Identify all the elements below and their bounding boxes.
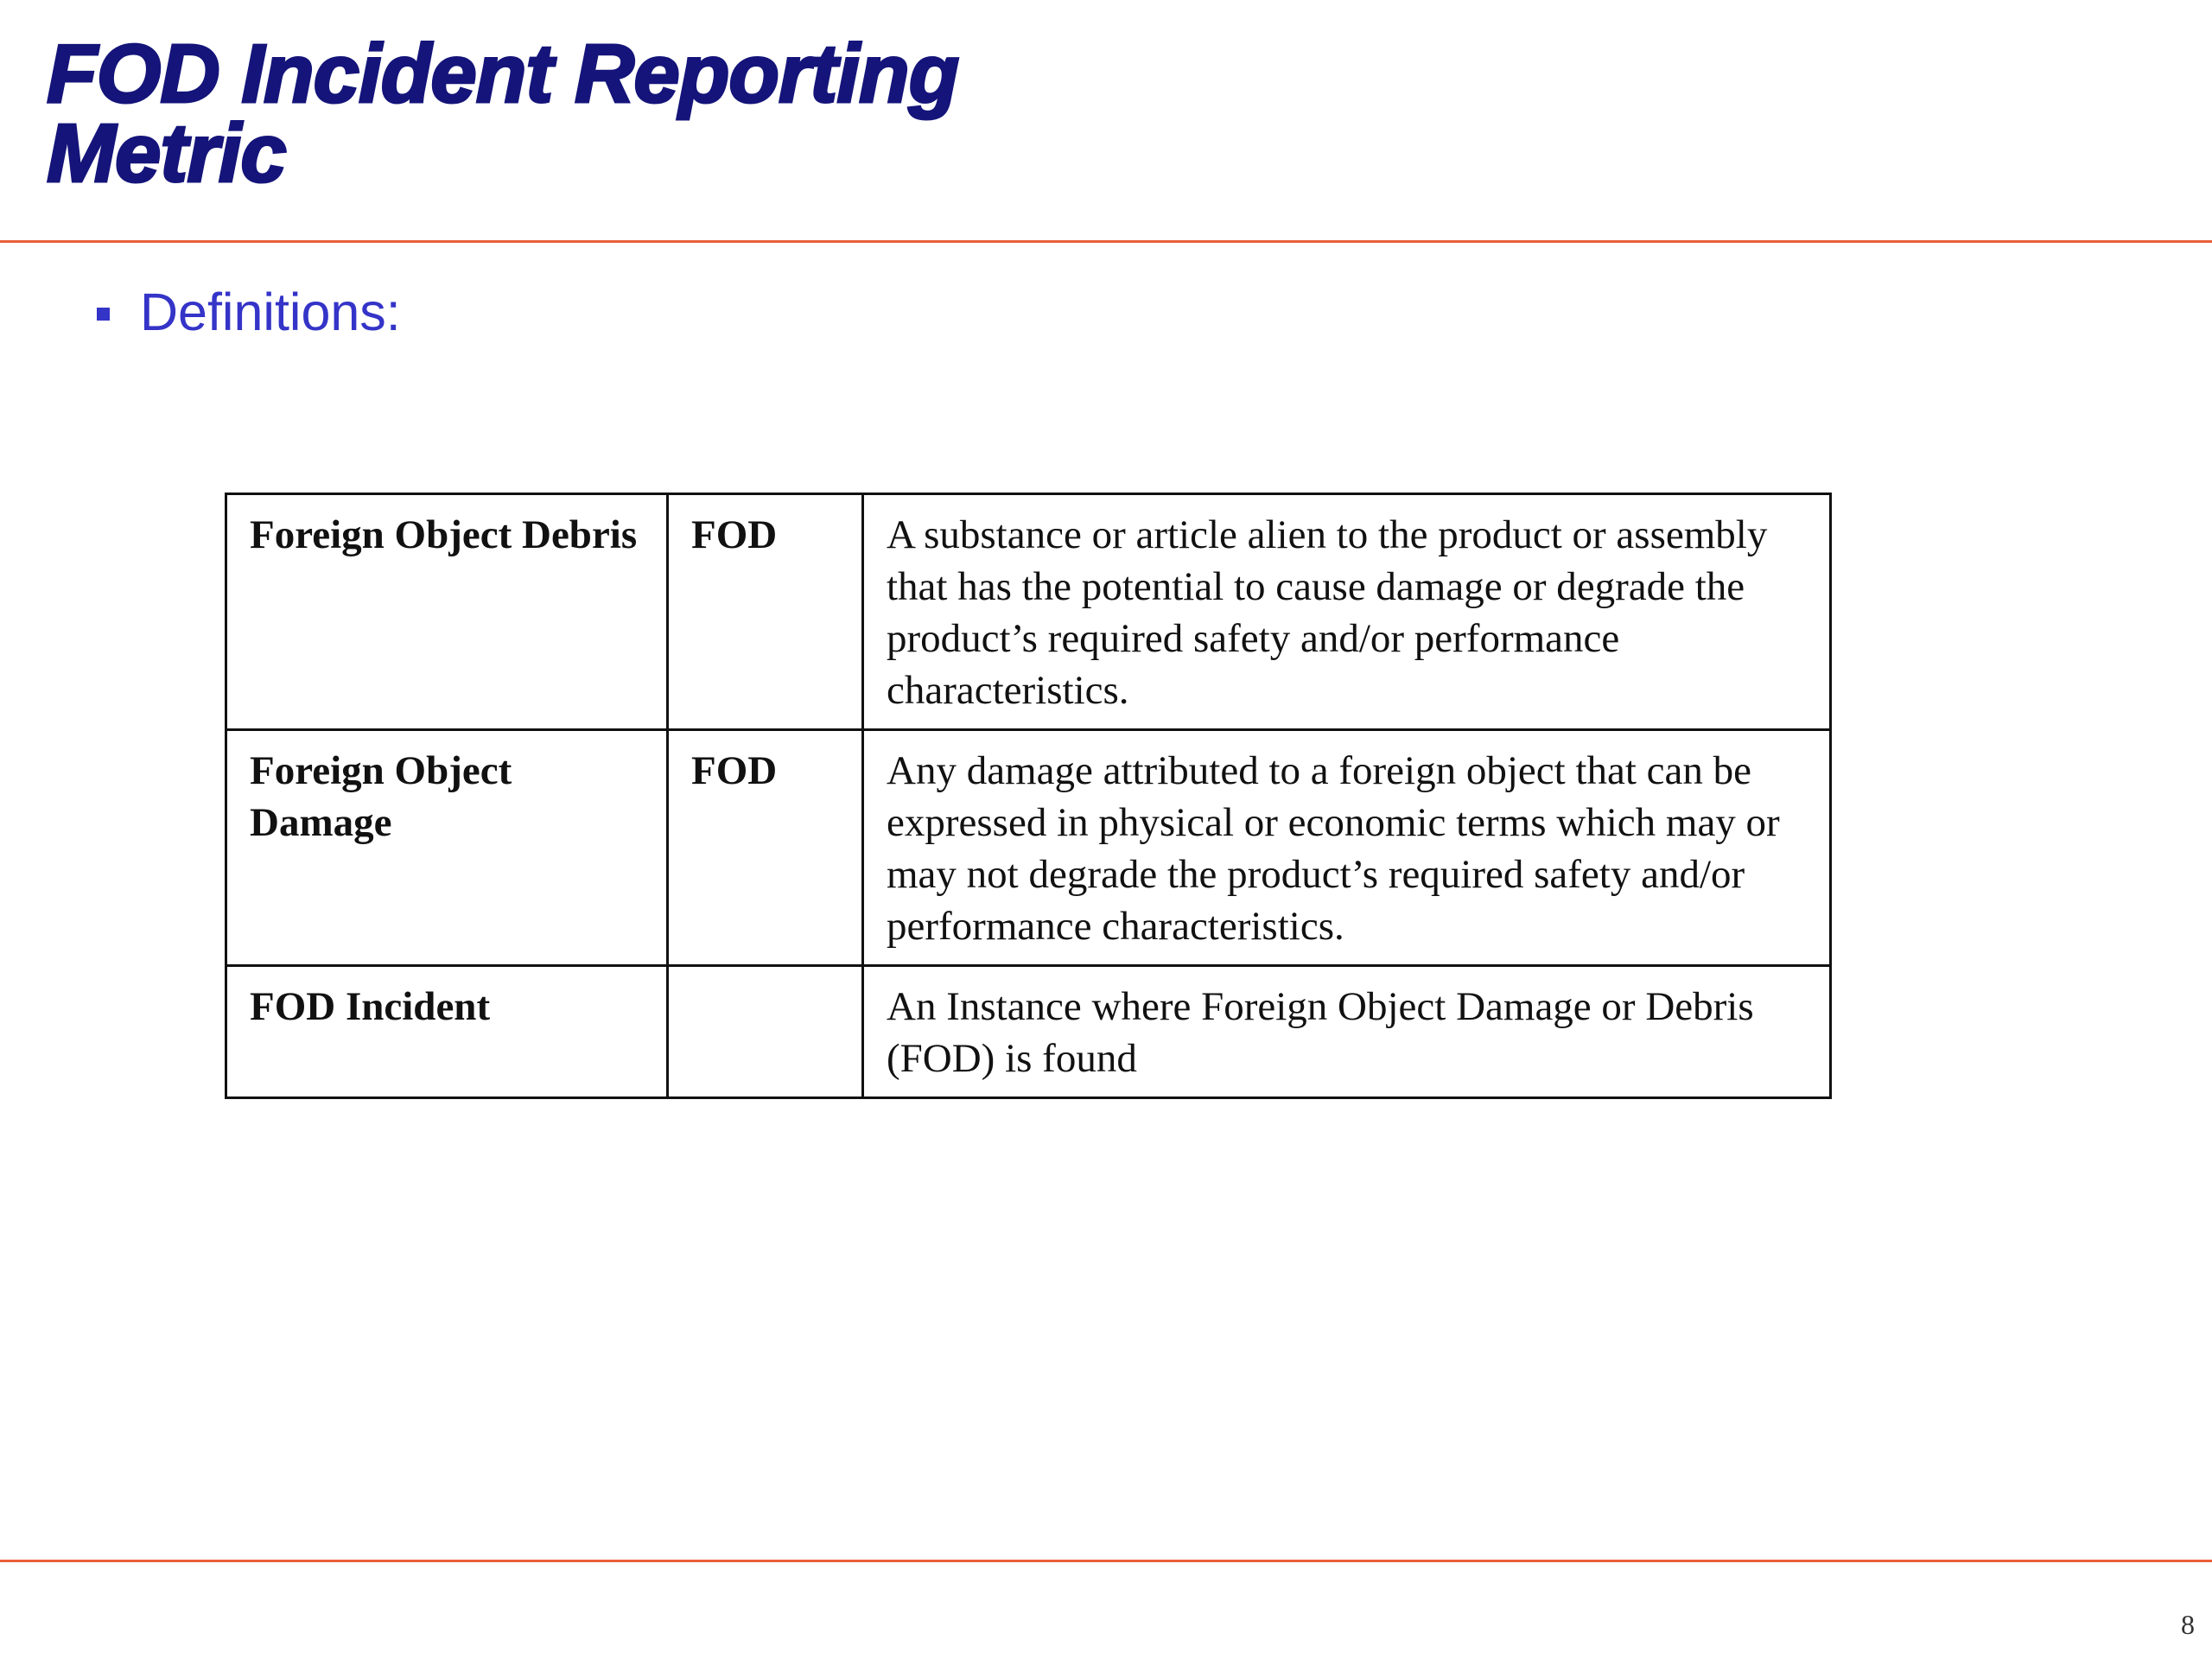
page-number: 8 (2181, 1609, 2195, 1640)
abbreviation-cell: FOD (668, 494, 863, 730)
bullet-item (97, 282, 401, 342)
slide-title (47, 28, 1343, 200)
top-divider (0, 240, 2212, 243)
term-cell: Foreign Object Damage (226, 730, 668, 966)
square-bullet-icon (97, 308, 110, 321)
table-row (226, 966, 1831, 1098)
term-cell: FOD Incident (226, 966, 668, 1098)
description-cell: A substance or article alien to the product or assembly that has the potential to cause damage or degrade the product’s required safety and/or performance characteristics. (863, 494, 1831, 730)
abbreviation-cell (668, 966, 863, 1098)
bottom-divider (0, 1560, 2212, 1562)
term-cell: Foreign Object Debris (226, 494, 668, 730)
slide-title-line-1: FOD Incident Reporting (47, 28, 959, 120)
definitions-table (225, 493, 1832, 1099)
slide-title-line-2: Metric (47, 107, 286, 200)
table-row (226, 494, 1831, 730)
description-cell: An Instance where Foreign Object Damage or Debris (FOD) is found (863, 966, 1831, 1098)
abbreviation-cell: FOD (668, 730, 863, 966)
bullet-text: Definitions: (140, 283, 401, 341)
table-row (226, 730, 1831, 966)
description-cell: Any damage attributed to a foreign object that can be expressed in physical or economic terms which may or may not degrade the product’s required safety and/or performance characteristics. (863, 730, 1831, 966)
